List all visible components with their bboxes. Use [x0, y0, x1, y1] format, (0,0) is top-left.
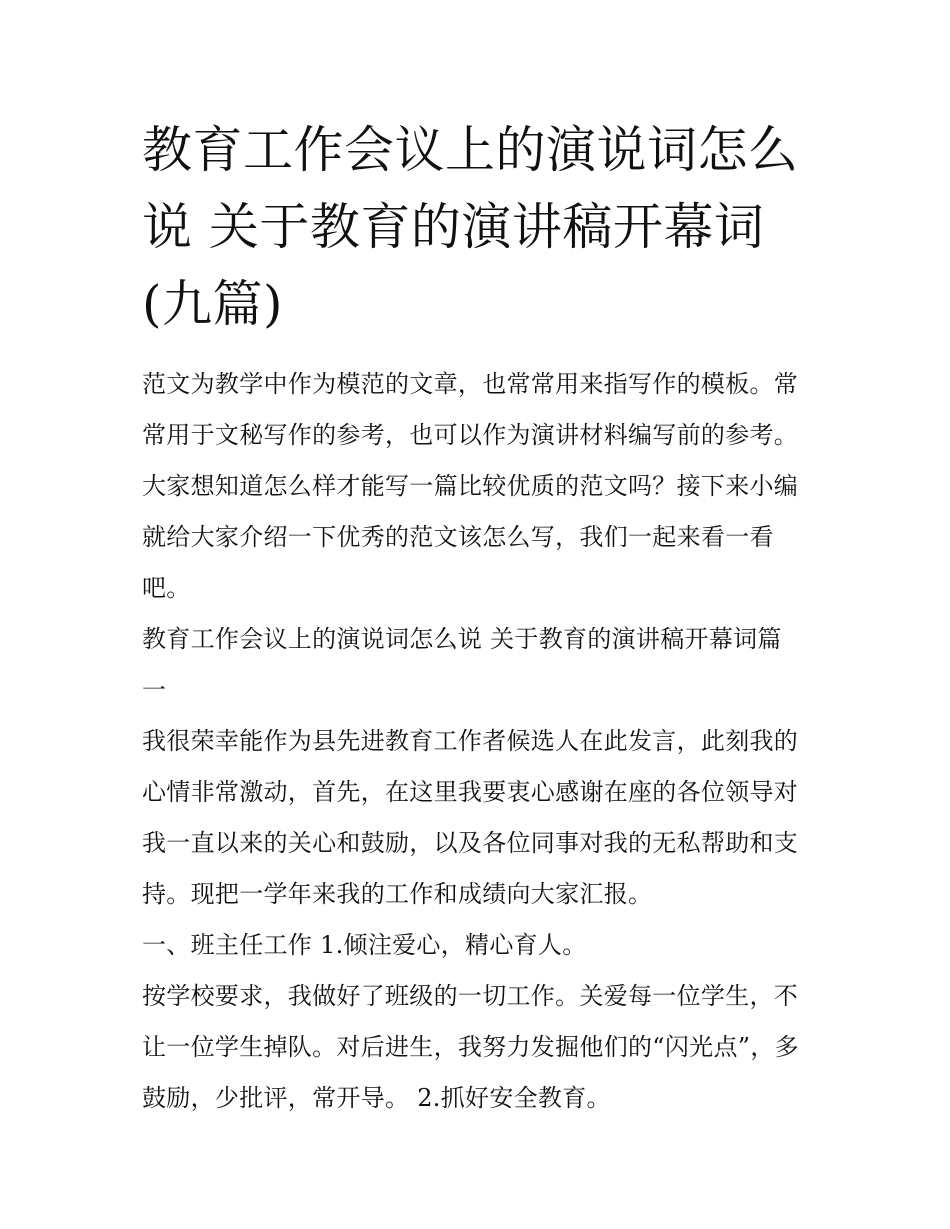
- title-line: 教育工作会议上的演说词怎么: [142, 121, 799, 179]
- text-line: 我一直以来的关心和鼓励，以及各位同事对我的无私帮助和支: [142, 829, 799, 857]
- speech-paragraph: [142, 716, 814, 920]
- text-line: 范文为教学中作为模范的文章，也常常用来指写作的模板。常: [142, 370, 799, 398]
- text-line: 吧。: [142, 574, 191, 602]
- text-line: 我很荣幸能作为县先进教育工作者候选人在此发言，此刻我的: [142, 727, 799, 755]
- text-line: 按学校要求，我做好了班级的一切工作。关爱每一位学生，不: [142, 982, 799, 1010]
- text-line: 一、班主任工作 1.倾注爱心，精心育人。: [142, 931, 587, 959]
- document-title: [142, 112, 814, 343]
- title-line: 说 关于教育的演讲稿开幕词: [142, 198, 765, 256]
- document-body: [142, 359, 814, 1124]
- text-line: 大家想知道怎么样才能写一篇比较优质的范文吗？接下来小编: [142, 472, 799, 500]
- section-heading: [142, 614, 814, 716]
- text-line: 就给大家介绍一下优秀的范文该怎么写，我们一起来看一看: [142, 523, 774, 551]
- text-line: 心情非常激动，首先，在这里我要衷心感谢在座的各位领导对: [142, 778, 799, 806]
- intro-paragraph: [142, 359, 814, 614]
- text-line: 常用于文秘写作的参考，也可以作为演讲材料编写前的参考。: [142, 421, 799, 449]
- text-line: 持。现把一学年来我的工作和成绩向大家汇报。: [142, 880, 653, 908]
- text-line: 鼓励，少批评，常开导。 2.抓好安全教育。: [142, 1084, 611, 1112]
- title-line: (九篇): [142, 275, 284, 333]
- text-line: 教育工作会议上的演说词怎么说 关于教育的演讲稿开幕词篇: [142, 625, 782, 653]
- document-content: [142, 112, 814, 1124]
- text-line: 让一位学生掉队。对后进生，我努力发掘他们的“闪光点”，多: [142, 1033, 799, 1061]
- text-line: 一: [142, 676, 167, 704]
- speech-paragraph: [142, 971, 814, 1124]
- subsection-heading: [142, 920, 814, 971]
